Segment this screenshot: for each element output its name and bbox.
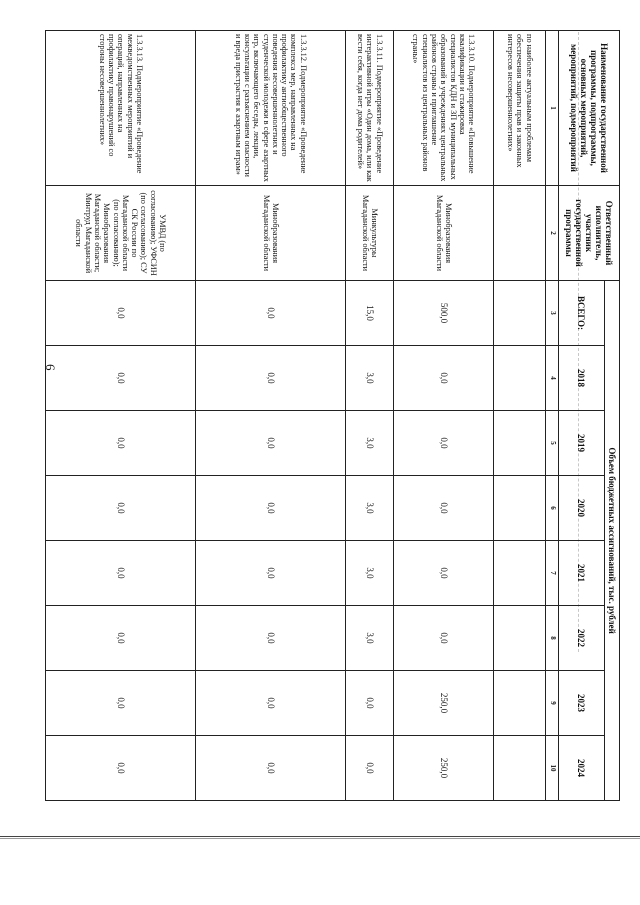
row-year-value: 3,0: [346, 346, 394, 411]
row-year-value: 0,0: [196, 411, 346, 476]
row-name: 1.3.3.11. Подмероприятие «Проведение интерактивной игры «Один дома, или как вести себя, когда нет дома родителей»: [346, 31, 394, 186]
row-total-value: 0,0: [46, 281, 196, 346]
row-responsible: [494, 186, 546, 281]
row-year-value: 0,0: [346, 736, 394, 801]
table-body: [46, 31, 546, 801]
header-year: 2018: [558, 346, 604, 411]
column-number: 10: [546, 736, 559, 801]
row-year-value: [494, 411, 546, 476]
row-year-value: 0,0: [394, 411, 494, 476]
column-number: 7: [546, 541, 559, 606]
row-year-value: [494, 541, 546, 606]
row-year-value: 0,0: [394, 346, 494, 411]
row-year-value: 0,0: [196, 736, 346, 801]
row-total-value: 0,0: [196, 281, 346, 346]
row-responsible: Минкультуры Магаданской области: [346, 186, 394, 281]
column-number: 1: [546, 31, 559, 186]
row-year-value: 0,0: [394, 541, 494, 606]
row-year-value: 250,0: [394, 736, 494, 801]
column-number: 9: [546, 671, 559, 736]
row-year-value: 0,0: [46, 541, 196, 606]
row-year-value: 0,0: [196, 671, 346, 736]
table-row: [46, 31, 196, 801]
row-year-value: 3,0: [346, 411, 394, 476]
row-year-value: 0,0: [46, 736, 196, 801]
row-year-value: 0,0: [394, 606, 494, 671]
header-name: Наименование государственной программы, подпрограммы, основных мероприятий, мероприятий, подмероприятий: [558, 31, 619, 186]
row-name: по наиболее актуальным проблемам обеспечения защиты прав и законных интересов несовершеннолетних»: [494, 31, 546, 186]
row-name: 1.3.3.13. Подмероприятие «Проведение межведомственных мероприятий и операций, направленных на профилактику правонарушений со стороны несовершеннолетних»: [46, 31, 196, 186]
row-year-value: 3,0: [346, 476, 394, 541]
row-responsible: УМВД (по согласованию); УФСИН (по согласованию); СУ СК России по Магаданской области (по согласованию); Минобразования Магаданской области; Минтруд Магаданской области: [46, 186, 196, 281]
row-year-value: 0,0: [46, 411, 196, 476]
header-budget-group: Объем бюджетных ассигнований, тыс. рублей: [604, 281, 619, 801]
row-name: 1.3.3.10. Подмероприятие «Повышение квалификации и стажировка специалистов КДН и ЗП муниципальных образований в учреждениях центральных районов страны и приглашение специалистов из центральных районов страны»: [394, 31, 494, 186]
row-responsible: Минобразования Магаданской области: [196, 186, 346, 281]
column-number: 6: [546, 476, 559, 541]
row-year-value: 3,0: [346, 606, 394, 671]
table-row: [394, 31, 494, 801]
row-year-value: 0,0: [346, 671, 394, 736]
row-name: 1.3.3.12. Подмероприятие «Проведение комплекса мер, направленных на профилактику антиобщественного поведения несовершеннолетних и студенческой молодежи в сфере азартных игр, включающего беседы, лекции, консультации с разъяснением опасности и вреда пристрастия к азартным играм»: [196, 31, 346, 186]
row-year-value: [494, 346, 546, 411]
header-total: ВСЕГО:: [558, 281, 604, 346]
page-bottom-rule: [0, 836, 640, 837]
row-year-value: 0,0: [46, 476, 196, 541]
header-year: 2019: [558, 411, 604, 476]
row-year-value: 0,0: [196, 346, 346, 411]
row-year-value: 250,0: [394, 671, 494, 736]
column-number: 4: [546, 346, 559, 411]
row-year-value: 0,0: [196, 476, 346, 541]
row-year-value: [494, 606, 546, 671]
row-total-value: [494, 281, 546, 346]
row-year-value: 3,0: [346, 541, 394, 606]
table-row: [196, 31, 346, 801]
row-total-value: 500,0: [394, 281, 494, 346]
row-year-value: 0,0: [196, 606, 346, 671]
header-year: 2021: [558, 541, 604, 606]
page-number: 6: [43, 364, 58, 371]
row-year-value: 0,0: [196, 541, 346, 606]
row-total-value: 15,0: [346, 281, 394, 346]
budget-table: [45, 30, 620, 801]
row-year-value: 0,0: [46, 606, 196, 671]
rotated-table-wrapper: [40, 30, 620, 800]
row-year-value: [494, 476, 546, 541]
header-responsible: Ответственный исполнитель, участник государственной программы: [558, 186, 619, 281]
row-year-value: 0,0: [46, 671, 196, 736]
column-number: 3: [546, 281, 559, 346]
header-year: 2024: [558, 736, 604, 801]
row-responsible: Минобразования Магаданской области: [394, 186, 494, 281]
header-year: 2023: [558, 671, 604, 736]
row-year-value: 0,0: [46, 346, 196, 411]
row-year-value: [494, 671, 546, 736]
row-year-value: 0,0: [394, 476, 494, 541]
table-row: [346, 31, 394, 801]
column-number: 2: [546, 186, 559, 281]
header-year: 2022: [558, 606, 604, 671]
column-number: 8: [546, 606, 559, 671]
header-year: 2020: [558, 476, 604, 541]
page-bottom-rule-secondary: [0, 838, 640, 839]
row-year-value: [494, 736, 546, 801]
table-row: [494, 31, 546, 801]
column-number: 5: [546, 411, 559, 476]
